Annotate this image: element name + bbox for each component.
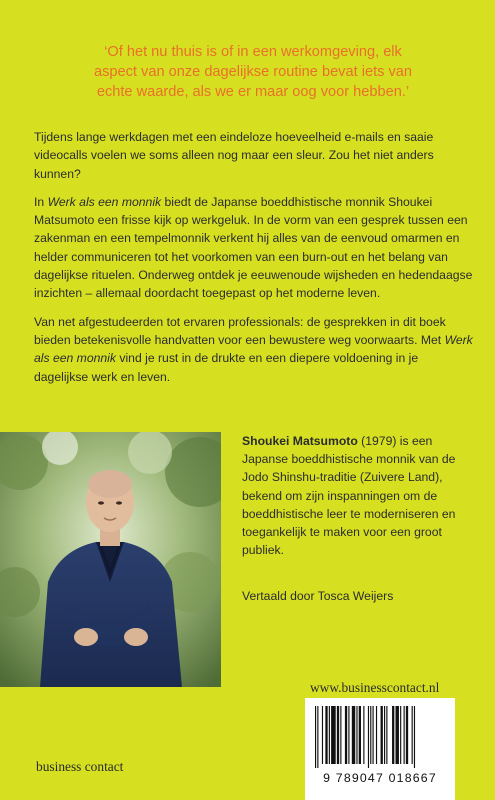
blurb [34,128,474,396]
blurb-paragraph-3 [34,313,474,386]
barcode-bar [352,706,355,764]
barcode-bars [313,706,447,768]
barcode-bar [359,706,361,764]
quote-line-2: aspect van onze dagelijkse routine bevat iets van [93,64,413,80]
barcode-bar [384,706,385,764]
barcode-bar [404,706,405,764]
barcode-bar [322,706,323,764]
author-bio [242,432,474,559]
barcode-bar [396,706,399,764]
barcode-bar [400,706,401,764]
book-title: Werk als een monnik [47,194,162,209]
barcode-bar [370,706,371,764]
author-name: Shoukei Matsumoto [242,434,358,448]
barcode-bar [412,706,413,764]
quote-line-3: echte waarde, als we er maar oog voor hebben.’ [96,84,410,100]
barcode-bar [348,706,349,764]
barcode-bar [337,706,339,764]
barcode-bar [392,706,394,764]
barcode-bar [406,706,408,764]
barcode-bar [386,706,387,764]
quote-line-1: ‘Of het nu thuis is of in een werkomgeving, elk [104,44,402,60]
isbn-number: 9 789047 018667 [323,771,437,785]
back-cover-quote [58,42,448,102]
barcode-bar [356,706,357,764]
author-photo [0,432,221,687]
barcode-bar [381,706,383,764]
blurb-paragraph-2 [34,193,474,303]
barcode-bar [317,706,318,768]
blurb-text: vind je rust in de drukte en een diepere voldoening in je dagelijkse werk en leven. [34,351,419,384]
publisher-logo-text: business contact [36,759,124,774]
barcode-bar [340,706,341,764]
bio-text: (1979) is een Japanse boeddhistische monnik van de Jodo Shinshu-traditie (Zuivere Land), bekend om zijn inspanningen om de boeddhistische leer te moderniseren en toegankelijk te maken voor een groot publiek. [242,434,456,558]
barcode-bar [315,706,316,768]
barcode-bar [325,706,327,764]
blurb-text: Van net afgestudeerden tot ervaren professionals: de gesprekken in dit boek bieden betekenisvolle handvatten voor een bewustere weg voorwaarts. Met [34,314,446,347]
barcode-bar [345,706,347,764]
publisher-website: www.businesscontact.nl [310,680,440,695]
book-title: Werk als een monnik [34,332,473,366]
blurb-paragraph-1: Tijdens lange werkdagen met een eindeloze hoeveelheid e-mails en saaie videocalls voelen we soms alleen nog maar een sleur. Zou het niet anders kunnen? [34,130,434,181]
barcode-bar [376,706,377,764]
barcode-bar [368,706,369,768]
bio-paragraph [242,432,474,559]
blurb-text: In [34,194,48,209]
barcode-bar [373,706,374,764]
barcode-bar [331,706,336,764]
translator-credit: Vertaald door Tosca Weijers [242,589,394,603]
barcode-bar [329,706,330,764]
barcode-bar [363,706,364,764]
barcode [305,698,455,800]
blurb-text: biedt de Japanse boeddhistische monnik Shoukei Matsumoto een frisse kijk op werkgeluk. In de vorm van een gesprek tussen een zakenman en een tempelmonnik verkent hij alles van de eenvoud omarmen en helder communiceren tot het voorkomen van een burn-out en het belang van dagelijkse rituelen. Onderweg ontdek je eeuwenoude wijsheden en hedendaagse inzichten – allemaal doordacht toegepast op het moderne leven. [34,194,473,301]
barcode-bar [414,706,415,768]
